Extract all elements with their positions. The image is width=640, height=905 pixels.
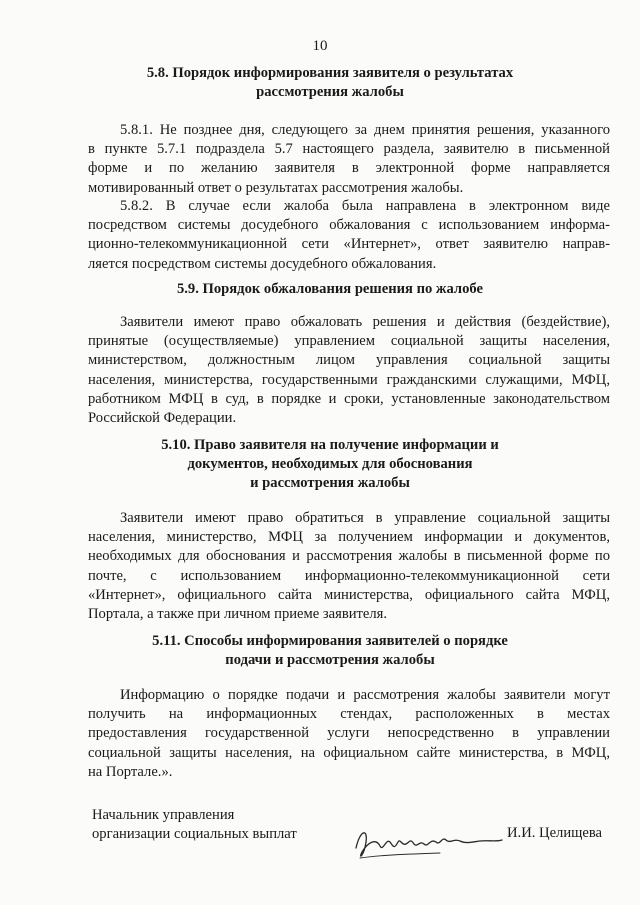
page-number: 10 bbox=[312, 38, 328, 54]
paragraph-5-10: Заявители имеют право обратиться в управление социальной защиты населения, министерство, МФЦ за получением информации и документов, необходимых для обоснования и рассмотрения жалобы в письменной форме по почте, с использованием информационно-телекоммуникационной сети «Интернет», официального сайта министерства, официального сайта МФЦ, Портала, а также при личном приеме заявителя. bbox=[88, 510, 610, 623]
paragraph-5-11: Информацию о порядке подачи и рассмотрения жалобы заявители могут получить на информационных стендах, расположенных в местах предоставления государственной услуги непосредственно в управлении социальной защиты населения, на официальном сайте министерства, в МФЦ, на Портале.». bbox=[88, 687, 610, 780]
section-heading-5-10: 5.10. Право заявителя на получение информации и документов, необходимых для обоснования и рассмотрения жалобы bbox=[161, 437, 499, 491]
signatory-position: Начальник управления организации социальных выплат bbox=[92, 807, 297, 842]
section-heading-5-9: 5.9. Порядок обжалования решения по жалобе bbox=[176, 281, 483, 297]
handwritten-signature bbox=[350, 808, 510, 868]
paragraph-5-8-2: 5.8.2. В случае если жалоба была направлена в электронном виде посредством системы досудебного обжалования с использованием информа- ционно-телекоммуникационной сети «Интернет», ответ заявителю направ- ляется посредством системы досудебного обжалования. bbox=[88, 198, 610, 272]
signatory-name: И.И. Целищева bbox=[507, 825, 603, 841]
section-heading-5-11: 5.11. Способы информирования заявителей о порядке подачи и рассмотрения жалобы bbox=[152, 633, 508, 668]
paragraph-5-9: Заявители имеют право обжаловать решения и действия (бездействие), принятые (осуществляемые) управлением социальной защиты населения, министерством, должностным лицом управления социальной защиты населения, министерства, государственными гражданскими служащими, МФЦ, работником МФЦ в суд, в порядке и сроки, установленные законодательством Российской Федерации. bbox=[88, 314, 610, 427]
paragraph-5-8-1: 5.8.1. Не позднее дня, следующего за днем принятия решения, указанного в пункте 5.7.1 подраздела 5.7 настоящего раздела, заявителю в письменной форме и по желанию заявителя в электронной форме направляется мотивированный ответ о результатах рассмотрения жалобы. bbox=[88, 122, 610, 196]
section-heading-5-8: 5.8. Порядок информирования заявителя о результатах рассмотрения жалобы bbox=[146, 65, 514, 100]
